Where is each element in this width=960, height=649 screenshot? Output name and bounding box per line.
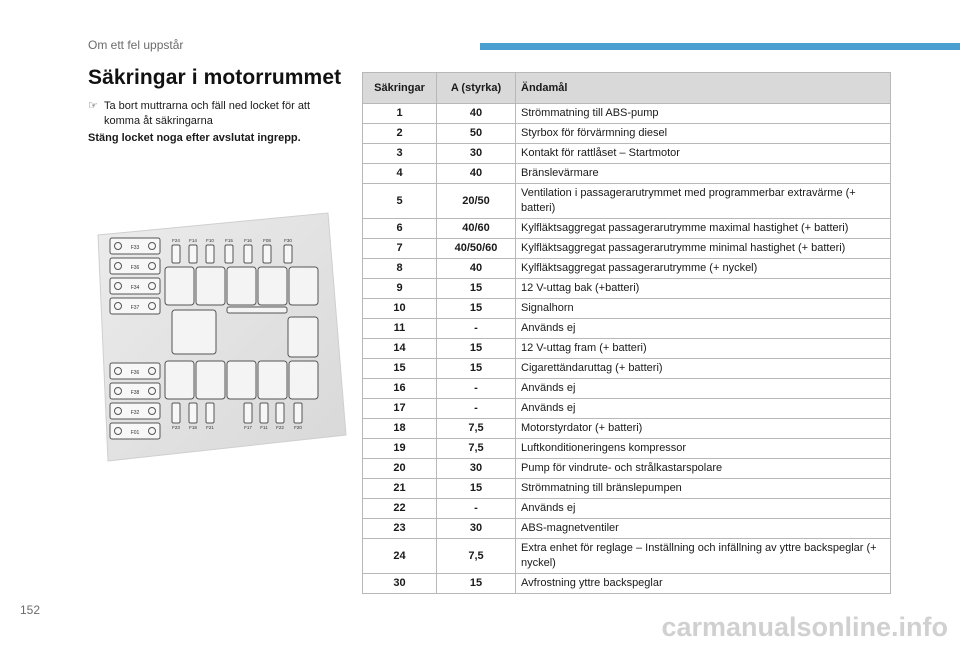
section-header: Om ett fel uppstår <box>88 38 184 52</box>
table-row <box>363 299 891 319</box>
fuse-label: F33 <box>130 245 140 251</box>
fuse-number-cell: 14 <box>363 339 437 359</box>
purpose-cell: Används ej <box>516 499 891 519</box>
blade-fuse <box>172 403 180 430</box>
table-row <box>363 259 891 279</box>
amperage-cell: 40/60 <box>437 219 516 239</box>
amperage-cell: 50 <box>437 124 516 144</box>
table-row <box>363 184 891 219</box>
fuse-number-cell: 16 <box>363 379 437 399</box>
fuse-label: F30 <box>284 238 292 243</box>
fuse-number-cell: 2 <box>363 124 437 144</box>
table-row <box>363 104 891 124</box>
amperage-cell: - <box>437 379 516 399</box>
relay <box>258 267 287 305</box>
table-row <box>363 279 891 299</box>
fuse-number-cell: 1 <box>363 104 437 124</box>
amperage-cell: 20/50 <box>437 184 516 219</box>
watermark: carmanualsonline.info <box>661 612 948 642</box>
table-row <box>363 419 891 439</box>
fuse-label: F15 <box>225 238 233 243</box>
amperage-cell: 40 <box>437 164 516 184</box>
fuse-slot <box>110 383 160 399</box>
purpose-cell: Används ej <box>516 379 891 399</box>
purpose-cell: Extra enhet för reglage – Inställning och infällning av yttre backspeglar (+ nyckel) <box>516 539 891 574</box>
table-row <box>363 124 891 144</box>
blade-fuse <box>189 238 197 263</box>
fuse-number-cell: 5 <box>363 184 437 219</box>
fuse-number-cell: 4 <box>363 164 437 184</box>
amperage-cell: 30 <box>437 519 516 539</box>
column-header: Ändamål <box>516 73 891 104</box>
relay <box>227 267 256 305</box>
fuse-slot <box>110 278 160 294</box>
fuse-number-cell: 3 <box>363 144 437 164</box>
fuse-table <box>362 72 891 594</box>
blade-fuse <box>260 403 268 430</box>
fuse-number-cell: 23 <box>363 519 437 539</box>
fuse-number-cell: 8 <box>363 259 437 279</box>
blade-fuse <box>189 403 197 430</box>
fuse-slot <box>110 423 160 439</box>
purpose-cell: Kylfläktsaggregat passagerarutrymme (+ nyckel) <box>516 259 891 279</box>
purpose-cell: Styrbox för förvärmning diesel <box>516 124 891 144</box>
fuse-label: F18 <box>189 425 197 430</box>
pointing-hand-icon: ☞ <box>88 100 98 112</box>
amperage-cell: 15 <box>437 479 516 499</box>
fuse-label: F38 <box>130 390 140 396</box>
fuse-label: F08 <box>263 238 271 243</box>
fuse-label: F20 <box>294 425 302 430</box>
table-row <box>363 574 891 594</box>
amperage-cell: 7,5 <box>437 539 516 574</box>
purpose-cell: Kylfläktsaggregat passagerarutrymme maximal hastighet (+ batteri) <box>516 219 891 239</box>
fuse-slot <box>110 238 160 254</box>
fuse-label: F16 <box>244 238 252 243</box>
fuse-number-cell: 18 <box>363 419 437 439</box>
relay <box>289 267 318 305</box>
amperage-cell: - <box>437 319 516 339</box>
purpose-cell: Används ej <box>516 319 891 339</box>
relay <box>289 361 318 399</box>
blade-fuse <box>225 238 233 263</box>
large-relay <box>172 310 216 354</box>
table-row <box>363 144 891 164</box>
table-row <box>363 439 891 459</box>
fuse-number-cell: 20 <box>363 459 437 479</box>
amperage-cell: 40 <box>437 104 516 124</box>
fuse-label: F01 <box>130 430 140 436</box>
blade-fuse <box>206 238 214 263</box>
fuse-slot <box>110 403 160 419</box>
purpose-cell: 12 V-uttag fram (+ batteri) <box>516 339 891 359</box>
fuse-number-cell: 7 <box>363 239 437 259</box>
purpose-cell: Strömmatning till bränslepumpen <box>516 479 891 499</box>
fuse-label: F37 <box>130 305 140 311</box>
fuse-label: F36 <box>130 265 140 271</box>
table-row <box>363 379 891 399</box>
amperage-cell: 7,5 <box>437 419 516 439</box>
purpose-cell: Bränslevärmare <box>516 164 891 184</box>
amperage-cell: 15 <box>437 574 516 594</box>
closing-note: Stäng locket noga efter avslutat ingrepp. <box>88 132 301 144</box>
table-row <box>363 219 891 239</box>
purpose-cell: Kontakt för rattlåset – Startmotor <box>516 144 891 164</box>
blade-fuse <box>284 238 292 263</box>
relay <box>227 361 256 399</box>
table-header-row <box>363 73 891 104</box>
amperage-cell: - <box>437 399 516 419</box>
page-number: 152 <box>20 603 41 617</box>
fuse-label: F24 <box>172 238 180 243</box>
table-row <box>363 539 891 574</box>
purpose-cell: Luftkonditioneringens kompressor <box>516 439 891 459</box>
amperage-cell: 15 <box>437 359 516 379</box>
purpose-cell: ABS-magnetventiler <box>516 519 891 539</box>
fuse-number-cell: 30 <box>363 574 437 594</box>
table-row <box>363 479 891 499</box>
fuse-slot <box>110 298 160 314</box>
blade-fuse <box>244 238 252 263</box>
amperage-cell: 15 <box>437 299 516 319</box>
relay <box>288 317 318 357</box>
fuse-label: F10 <box>206 238 214 243</box>
relay-bar <box>227 307 287 313</box>
column-header: Säkringar <box>363 73 437 104</box>
purpose-cell: Avfrostning yttre backspeglar <box>516 574 891 594</box>
fuse-label: F32 <box>130 410 140 416</box>
amperage-cell: 15 <box>437 279 516 299</box>
table-row <box>363 459 891 479</box>
fuse-slot <box>110 258 160 274</box>
fuse-number-cell: 21 <box>363 479 437 499</box>
table-row <box>363 164 891 184</box>
fuse-number-cell: 9 <box>363 279 437 299</box>
amperage-cell: 40/50/60 <box>437 239 516 259</box>
fuse-number-cell: 22 <box>363 499 437 519</box>
fuse-label: F14 <box>189 238 197 243</box>
fuse-label: F34 <box>130 285 140 291</box>
purpose-cell: Motorstyrdator (+ batteri) <box>516 419 891 439</box>
purpose-cell: Cigarettändaruttag (+ batteri) <box>516 359 891 379</box>
fuse-number-cell: 6 <box>363 219 437 239</box>
table-row <box>363 519 891 539</box>
fuse-number-cell: 19 <box>363 439 437 459</box>
fuse-label: F11 <box>260 425 268 430</box>
table-row <box>363 359 891 379</box>
purpose-cell: 12 V-uttag bak (+batteri) <box>516 279 891 299</box>
relay <box>258 361 287 399</box>
fuse-slot <box>110 363 160 379</box>
relay <box>196 361 225 399</box>
fuse-label: F22 <box>276 425 284 430</box>
blade-fuse <box>206 403 214 430</box>
relay <box>165 361 194 399</box>
amperage-cell: 30 <box>437 459 516 479</box>
amperage-cell: 30 <box>437 144 516 164</box>
fuse-number-cell: 17 <box>363 399 437 419</box>
relay <box>196 267 225 305</box>
instruction-text: Ta bort muttrarna och fäll ned locket för att komma åt säkringarna <box>104 100 311 127</box>
blade-fuse <box>276 403 284 430</box>
header-accent-bar <box>480 43 960 50</box>
fuse-number-cell: 24 <box>363 539 437 574</box>
purpose-cell: Signalhorn <box>516 299 891 319</box>
fuse-number-cell: 10 <box>363 299 437 319</box>
fuse-label: F21 <box>206 425 214 430</box>
purpose-cell: Ventilation i passagerarutrymmet med programmerbar extravärme (+ batteri) <box>516 184 891 219</box>
purpose-cell: Kylfläktsaggregat passagerarutrymme minimal hastighet (+ batteri) <box>516 239 891 259</box>
purpose-cell: Används ej <box>516 399 891 419</box>
instruction-bullet <box>88 99 338 129</box>
blade-fuse <box>294 403 302 430</box>
table-row <box>363 319 891 339</box>
blade-fuse <box>172 238 180 263</box>
fuse-label: F36 <box>130 370 140 376</box>
fuse-number-cell: 11 <box>363 319 437 339</box>
table-row <box>363 399 891 419</box>
column-header: A (styrka) <box>437 73 516 104</box>
table-row <box>363 339 891 359</box>
page-title: Säkringar i motorrummet <box>88 66 342 89</box>
purpose-cell: Pump för vindrute- och strålkastarspolare <box>516 459 891 479</box>
fuse-number-cell: 15 <box>363 359 437 379</box>
fuse-box-diagram <box>88 205 350 467</box>
fuse-label: F23 <box>172 425 180 430</box>
purpose-cell: Strömmatning till ABS-pump <box>516 104 891 124</box>
amperage-cell: 7,5 <box>437 439 516 459</box>
relay <box>165 267 194 305</box>
amperage-cell: 15 <box>437 339 516 359</box>
table-row <box>363 499 891 519</box>
blade-fuse <box>263 238 271 263</box>
fuse-label: F17 <box>244 425 252 430</box>
amperage-cell: 40 <box>437 259 516 279</box>
table-row <box>363 239 891 259</box>
blade-fuse <box>244 403 252 430</box>
amperage-cell: - <box>437 499 516 519</box>
